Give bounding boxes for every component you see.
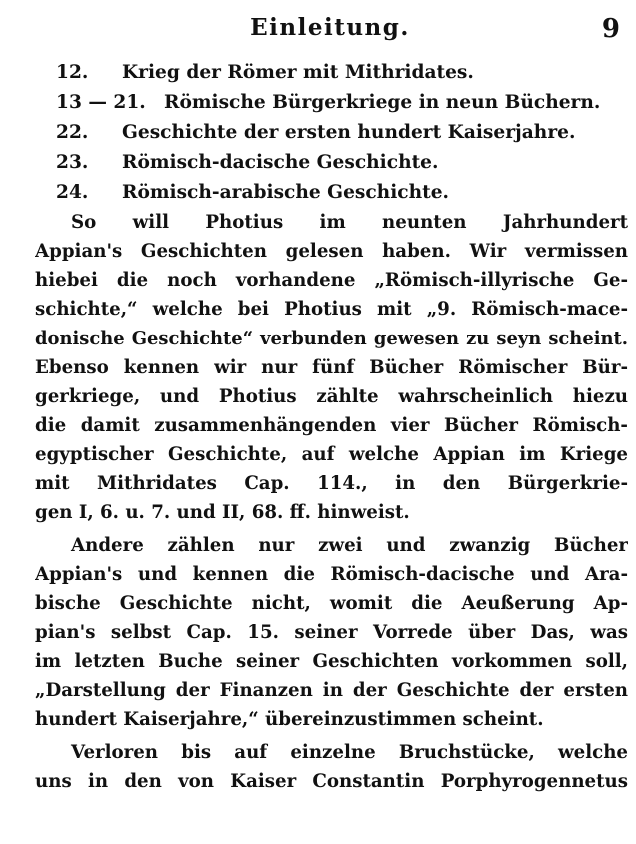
book-list: [56, 58, 626, 208]
text-line: die damit zusammenhängenden vier Bücher Römisch-: [35, 415, 628, 436]
text-line: mit Mithridates Cap. 114., in den Bürgerkrie-: [35, 473, 628, 494]
running-title: Einleitung.: [250, 14, 410, 41]
book-list-item: [56, 178, 626, 208]
text-line: egyptischer Geschichte, auf welche Appian im Kriege: [35, 444, 628, 465]
book-number: 24.: [56, 182, 89, 203]
book-list-item: [56, 118, 626, 148]
book-list-item: [56, 88, 626, 118]
page-header: [40, 14, 620, 48]
text-line: hiebei die noch vorhandene „Römisch-illyrische Ge-: [35, 270, 628, 291]
text-line: Andere zählen nur zwei und zwanzig Bücher: [71, 535, 628, 556]
paragraph: [35, 531, 628, 734]
text-line: im letzten Buche seiner Geschichten vorkommen soll,: [35, 651, 628, 672]
text-line: pian's selbst Cap. 15. seiner Vorrede über Das, was: [35, 622, 628, 643]
text-line: bische Geschichte nicht, womit die Aeußerung Ap-: [35, 593, 628, 614]
book-title: Geschichte der ersten hundert Kaiserjahre.: [122, 122, 576, 143]
book-title: Römische Bürgerkriege in neun Büchern.: [164, 92, 601, 113]
paragraph: [35, 208, 628, 527]
text-line: „Darstellung der Finanzen in der Geschichte der ersten: [35, 680, 628, 701]
book-list-item: [56, 148, 626, 178]
text-line: gen I, 6. u. 7. und II, 68. ff. hinweist.: [35, 502, 410, 523]
book-number: 23.: [56, 152, 89, 173]
book-title: Römisch-dacische Geschichte.: [122, 152, 439, 173]
text-line: hundert Kaiserjahre,“ übereinzustimmen scheint.: [35, 709, 544, 730]
paragraph: [35, 738, 628, 796]
text-line: Appian's Geschichten gelesen haben. Wir vermissen: [35, 241, 628, 262]
text-line: donische Geschichte“ verbunden gewesen zu seyn scheint.: [35, 328, 628, 349]
page-number: 9: [601, 14, 620, 44]
body-text: [35, 208, 628, 796]
text-line: Ebenso kennen wir nur fünf Bücher Römischer Bür-: [35, 357, 628, 378]
text-line: uns in den von Kaiser Constantin Porphyrogennetus: [35, 771, 628, 792]
text-line: schichte,“ welche bei Photius mit „9. Römisch-mace-: [35, 299, 628, 320]
book-list-item: [56, 58, 626, 88]
book-number: 12.: [56, 62, 89, 83]
text-line: gerkriege, und Photius zählte wahrscheinlich hiezu: [35, 386, 628, 407]
text-line: So will Photius im neunten Jahrhundert: [71, 212, 628, 233]
text-line: Appian's und kennen die Römisch-dacische und Ara-: [35, 564, 628, 585]
book-number: 13 — 21.: [56, 92, 146, 113]
text-line: Verloren bis auf einzelne Bruchstücke, welche: [71, 742, 628, 763]
book-number: 22.: [56, 122, 89, 143]
book-title: Römisch-arabische Geschichte.: [122, 182, 449, 203]
book-title: Krieg der Römer mit Mithridates.: [122, 62, 474, 83]
